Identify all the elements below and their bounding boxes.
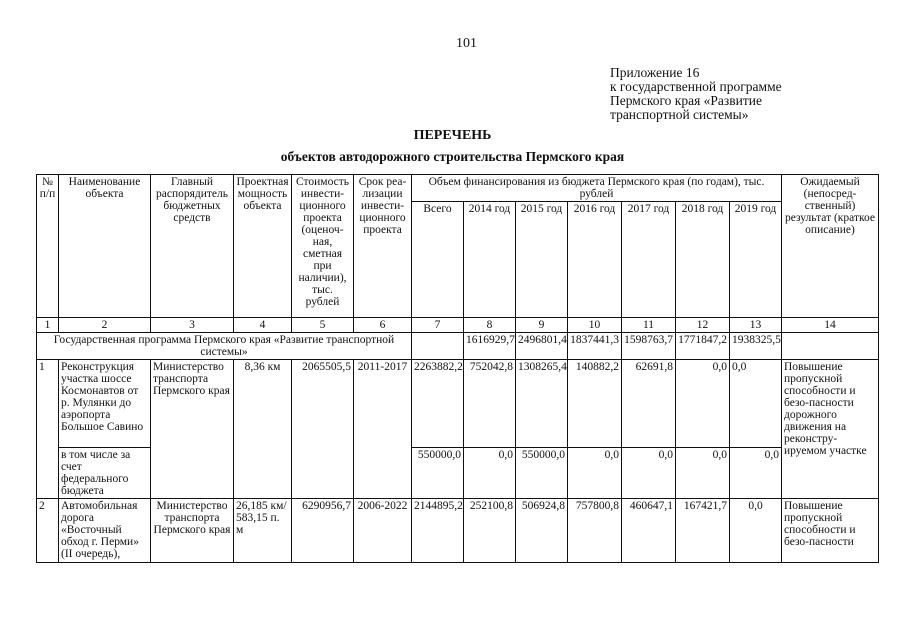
column-number: 13 <box>730 318 782 333</box>
row-year-value: 0,0 <box>676 360 730 448</box>
row-manager: Министерство транспорта Пермского края <box>151 360 234 499</box>
column-number: 1 <box>37 318 59 333</box>
column-number: 3 <box>151 318 234 333</box>
program-value: 1771847,2 <box>676 333 730 360</box>
subrow-total: 550000,0 <box>412 448 464 499</box>
row-capacity: 26,185 км/ 583,15 п. м <box>234 499 292 563</box>
objects-table <box>36 174 879 563</box>
header-financing: Объем финансирования из бюджета Пермского края (по годам), тыс. рублей <box>412 175 782 202</box>
header-period: Срок реа-лизации инвести-ционного проекта <box>354 175 412 318</box>
row-year-value: 752042,8 <box>464 360 516 448</box>
subrow-year-value: 0,0 <box>568 448 622 499</box>
header-year: 2016 год <box>568 202 622 318</box>
row-num: 2 <box>37 499 59 563</box>
row-year-value: 1308265,4 <box>516 360 568 448</box>
program-value: 1598763,7 <box>622 333 676 360</box>
column-number: 4 <box>234 318 292 333</box>
row-year-value: 140882,2 <box>568 360 622 448</box>
appendix-line: транспортной системы» <box>610 107 749 122</box>
subrow-year-value: 0,0 <box>622 448 676 499</box>
appendix-line: Пермского края «Развитие <box>610 93 762 108</box>
header-capacity: Проектная мощность объекта <box>234 175 292 318</box>
column-number: 10 <box>568 318 622 333</box>
document-subtitle: объектов автодорожного строительства Пермского края <box>280 149 625 164</box>
appendix-line: к государственной программе <box>610 79 782 94</box>
row-year-value: 757800,8 <box>568 499 622 563</box>
row-num: 1 <box>37 360 59 499</box>
page-number: 101 <box>456 36 477 51</box>
column-number: 2 <box>59 318 151 333</box>
row-total: 2263882,2 <box>412 360 464 448</box>
appendix-note <box>610 66 782 122</box>
column-number: 5 <box>292 318 354 333</box>
program-value: 1837441,3 <box>568 333 622 360</box>
program-total <box>412 333 464 360</box>
column-number: 14 <box>782 318 879 333</box>
column-number: 9 <box>516 318 568 333</box>
program-label: Государственная программа Пермского края «Развитие транспортной системы» <box>37 333 412 360</box>
row-cost: 6290956,7 <box>292 499 354 563</box>
program-value: 1938325,5 <box>730 333 782 360</box>
row-capacity: 8,36 км <box>234 360 292 499</box>
subrow-year-value: 0,0 <box>730 448 782 499</box>
row-year-value: 167421,7 <box>676 499 730 563</box>
subrow-year-value: 0,0 <box>464 448 516 499</box>
header-year: 2018 год <box>676 202 730 318</box>
row-name: Реконструкция участка шоссе Космонавтов от р. Мулянки до аэропорта Большое Савино <box>59 360 151 448</box>
column-number: 12 <box>676 318 730 333</box>
row-year-value: 460647,1 <box>622 499 676 563</box>
document-title: ПЕРЕЧЕНЬ <box>413 128 492 143</box>
header-name: Наименование объекта <box>59 175 151 318</box>
header-num: № п/п <box>37 175 59 318</box>
header-year: 2014 год <box>464 202 516 318</box>
column-number: 7 <box>412 318 464 333</box>
header-manager: Главный распорядитель бюджетных средств <box>151 175 234 318</box>
row-year-value: 62691,8 <box>622 360 676 448</box>
row-cost: 2065505,5 <box>292 360 354 499</box>
header-year: 2019 год <box>730 202 782 318</box>
program-value: 1616929,7 <box>464 333 516 360</box>
column-number: 11 <box>622 318 676 333</box>
row-total: 2144895,2 <box>412 499 464 563</box>
row-name: Автомобильная дорога «Восточный обход г. Перми» (II очередь), <box>59 499 151 563</box>
header-year: 2015 год <box>516 202 568 318</box>
row-year-value: 506924,8 <box>516 499 568 563</box>
row-year-value: 252100,8 <box>464 499 516 563</box>
header-year: 2017 год <box>622 202 676 318</box>
row-period: 2011-2017 <box>354 360 412 499</box>
column-number: 8 <box>464 318 516 333</box>
appendix-line: Приложение 16 <box>610 65 700 80</box>
header-cost: Стоимость инвести-ционного проекта (оценоч-ная, сметная при наличии), тыс. рублей <box>292 175 354 318</box>
row-manager: Министерство транспорта Пермского края <box>151 499 234 563</box>
header-total: Всего <box>412 202 464 318</box>
row-result: Повышение пропускной способности и безо-пасности дорожного движения на реконстру-ируемом участке <box>782 360 879 499</box>
subrow-year-value: 0,0 <box>676 448 730 499</box>
column-number: 6 <box>354 318 412 333</box>
program-value: 2496801,4 <box>516 333 568 360</box>
row-result: Повышение пропускной способности и безо-пасности <box>782 499 879 563</box>
subrow-year-value: 550000,0 <box>516 448 568 499</box>
row-year-value: 0,0 <box>730 499 782 563</box>
header-result: Ожидаемый (непосред-ственный) результат (краткое описание) <box>782 175 879 318</box>
subrow-name: в том числе за счет федерального бюджета <box>59 448 151 499</box>
row-period: 2006-2022 <box>354 499 412 563</box>
row-year-value: 0,0 <box>730 360 782 448</box>
program-result <box>782 333 879 360</box>
